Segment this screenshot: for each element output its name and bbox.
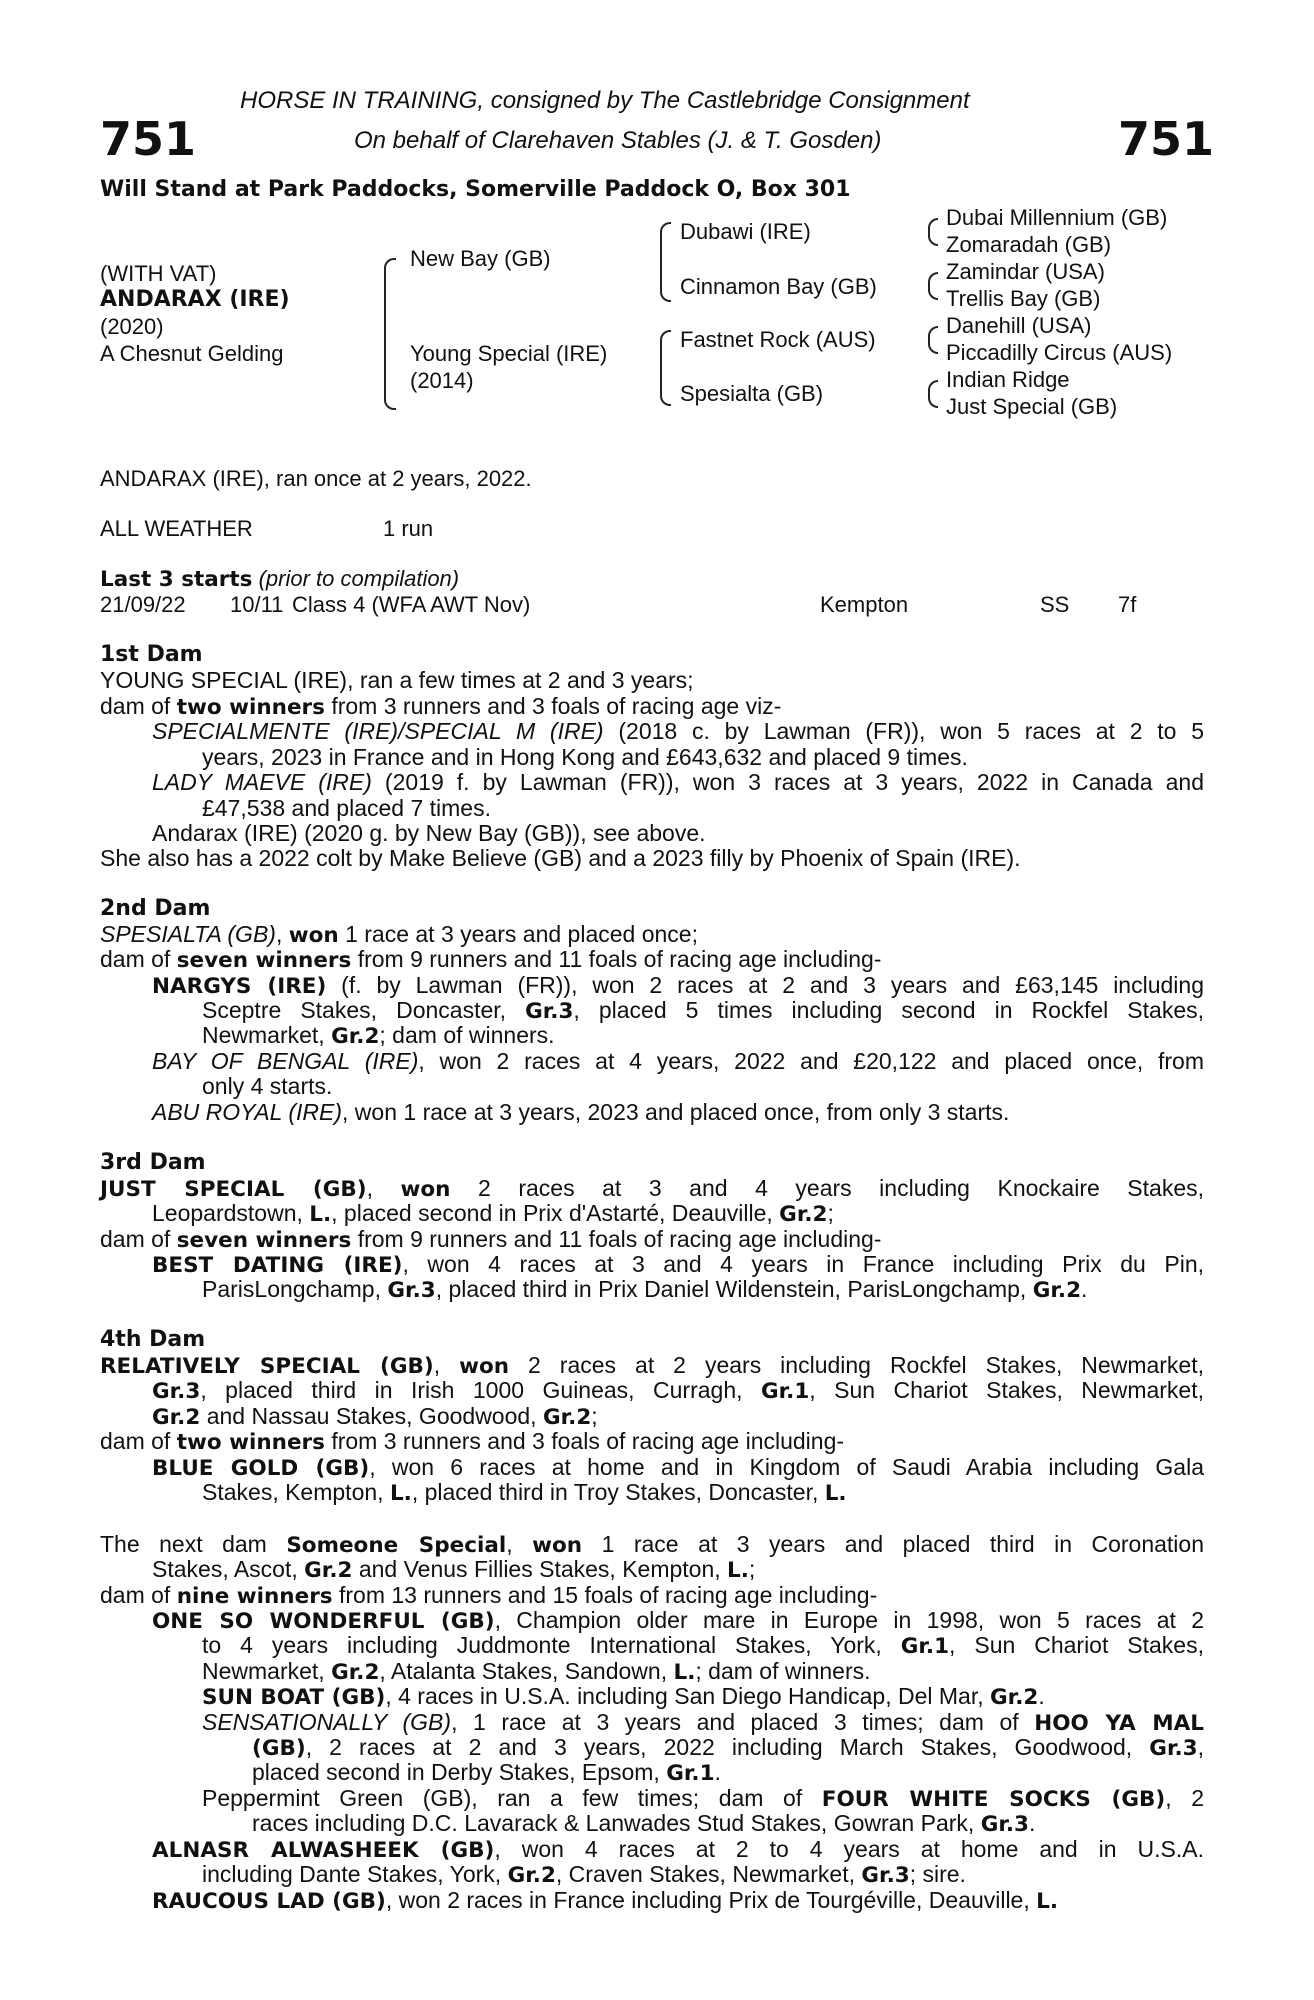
next-dam-grandproduce-cont: placed second in Derby Stakes, Epsom, Gr.1. xyxy=(252,1759,721,1786)
second-dam-produce: ABU ROYAL (IRE), won 1 race at 3 years, 2023 and placed once, from only 3 starts. xyxy=(152,1099,1010,1125)
next-dam-produce: RAUCOUS LAD (GB), won 2 races in France including Prix de Tourgéville, Deauville, L. xyxy=(152,1887,1059,1914)
pedigree-brace-sire-bottom xyxy=(660,260,671,302)
pedigree-gen3-7: Indian Ridge xyxy=(946,367,1070,392)
first-dam-produce-cont: years, 2023 in France and in Hong Kong and £643,632 and placed 9 times. xyxy=(202,744,968,770)
next-dam-produce-cont: to 4 years including Juddmonte International Stakes, York, Gr.1, Sun Chariot Stakes, xyxy=(202,1632,1204,1659)
last-starts-note: (prior to compilation) xyxy=(258,566,460,591)
next-dam-grandproduce-cont: (GB), 2 races at 2 and 3 years, 2022 including March Stakes, Goodwood, Gr.3, xyxy=(252,1734,1204,1761)
next-dam-produce: ONE SO WONDERFUL (GB), Champion older mare in Europe in 1998, won 5 races at 2 xyxy=(152,1607,1204,1634)
vat-note: (WITH VAT) xyxy=(100,261,217,286)
next-dam-grandproduce: Peppermint Green (GB), ran a few times; dam of FOUR WHITE SOCKS (GB), 2 xyxy=(202,1785,1204,1812)
pedigree-sire-dam: Cinnamon Bay (GB) xyxy=(680,274,877,299)
next-dam-grandproduce: SUN BOAT (GB), 4 races in U.S.A. including San Diego Handicap, Del Mar, Gr.2. xyxy=(202,1683,1045,1710)
second-dam-produce-cont: only 4 starts. xyxy=(202,1073,333,1099)
next-dam-grandproduce: SENSATIONALLY (GB), 1 race at 3 years and placed 3 times; dam of HOO YA MAL xyxy=(202,1709,1204,1736)
first-dam-also: She also has a 2022 colt by Make Believe (GB) and a 2023 filly by Phoenix of Spain (IRE). xyxy=(100,845,1021,871)
consignment-line: HORSE IN TRAINING, consigned by The Castlebridge Consignment xyxy=(240,87,970,114)
start-going: SS xyxy=(1040,592,1070,617)
second-dam-produce-cont: Newmarket, Gr.2; dam of winners. xyxy=(202,1022,555,1049)
pedigree-dam-year: (2014) xyxy=(410,368,474,393)
pedigree-brace-main-bottom xyxy=(384,342,396,410)
fourth-dam-line: Gr.2 and Nassau Stakes, Goodwood, Gr.2; xyxy=(152,1403,598,1430)
pedigree-gen3-2: Zomaradah (GB) xyxy=(946,232,1112,257)
pedigree-gen3-5: Danehill (USA) xyxy=(946,313,1092,338)
pedigree-brace-sire-top xyxy=(660,222,671,262)
pedigree-brace-3-4-bottom xyxy=(928,393,938,408)
fourth-dam-produce-cont: Stakes, Kempton, L., placed third in Troy Stakes, Doncaster, L. xyxy=(202,1479,847,1506)
first-dam-line: dam of two winners from 3 runners and 3 foals of racing age viz- xyxy=(100,693,782,720)
pedigree-brace-main-top xyxy=(384,258,396,344)
fourth-dam-line: RELATIVELY SPECIAL (GB), won 2 races at 2 years including Rockfel Stakes, Newmarket, xyxy=(100,1352,1205,1379)
fourth-dam-line: dam of two winners from 3 runners and 3 foals of racing age including- xyxy=(100,1428,845,1455)
third-dam-produce: BEST DATING (IRE), won 4 races at 3 and 4 years in France including Prix du Pin, xyxy=(152,1251,1204,1278)
stand-location: Will Stand at Park Paddocks, Somerville Paddock O, Box 301 xyxy=(100,177,851,202)
surface-label: ALL WEATHER xyxy=(100,516,253,541)
second-dam-produce-cont: Sceptre Stakes, Doncaster, Gr.3, placed 5 times including second in Rockfel Stakes, xyxy=(202,997,1205,1024)
first-dam-heading: 1st Dam xyxy=(100,642,203,667)
pedigree-gen3-1: Dubai Millennium (GB) xyxy=(946,205,1168,230)
fourth-dam-produce: BLUE GOLD (GB), won 6 races at home and in Kingdom of Saudi Arabia including Gala xyxy=(152,1454,1204,1481)
last-starts-label: Last 3 starts xyxy=(100,567,253,592)
third-dam-heading: 3rd Dam xyxy=(100,1150,206,1175)
horse-year: (2020) xyxy=(100,314,164,339)
pedigree-brace-3-2-bottom xyxy=(928,285,938,300)
start-race: Class 4 (WFA AWT Nov) xyxy=(292,592,531,617)
first-dam-produce: Andarax (IRE) (2020 g. by New Bay (GB)), see above. xyxy=(152,820,706,846)
third-dam-produce-cont: ParisLongchamp, Gr.3, placed third in Prix Daniel Wildenstein, ParisLongchamp, Gr.2. xyxy=(202,1276,1088,1303)
fourth-dam-heading: 4th Dam xyxy=(100,1327,206,1352)
first-dam-line: YOUNG SPECIAL (IRE), ran a few times at 2 and 3 years; xyxy=(100,667,694,693)
horse-name: ANDARAX (IRE) xyxy=(100,287,290,312)
race-summary: ANDARAX (IRE), ran once at 2 years, 2022. xyxy=(100,466,532,491)
second-dam-produce: BAY OF BENGAL (IRE), won 2 races at 4 years, 2022 and £20,122 and placed once, from xyxy=(152,1048,1205,1074)
pedigree-gen3-8: Just Special (GB) xyxy=(946,394,1118,419)
second-dam-heading: 2nd Dam xyxy=(100,896,211,921)
second-dam-line: SPESIALTA (GB), won 1 race at 3 years and placed once; xyxy=(100,921,698,948)
runs-count: 1 run xyxy=(383,516,434,541)
next-dam-line: The next dam Someone Special, won 1 race at 3 years and placed third in Coronation xyxy=(100,1531,1205,1558)
third-dam-line: JUST SPECIAL (GB), won 2 races at 3 and 4 years including Knockaire Stakes, xyxy=(100,1175,1205,1202)
pedigree-brace-dam-top xyxy=(660,330,671,366)
consignor-line: On behalf of Clarehaven Stables (J. & T. Gosden) xyxy=(354,127,882,154)
second-dam-produce: NARGYS (IRE) (f. by Lawman (FR)), won 2 races at 2 and 3 years and £63,145 including xyxy=(152,972,1204,999)
pedigree-gen3-6: Piccadilly Circus (AUS) xyxy=(946,340,1173,365)
first-dam-produce: LADY MAEVE (IRE) (2019 f. by Lawman (FR)), won 3 races at 3 years, 2022 in Canada and xyxy=(152,769,1204,795)
pedigree-dam-sire: Fastnet Rock (AUS) xyxy=(680,327,876,352)
lot-number-left: 751 xyxy=(100,112,197,166)
start-distance: 7f xyxy=(1118,592,1137,617)
third-dam-line: Leopardstown, L., placed second in Prix d'Astarté, Deauville, Gr.2; xyxy=(152,1200,834,1227)
pedigree-dam: Young Special (IRE) xyxy=(410,341,608,366)
lot-number-right: 751 xyxy=(1118,112,1215,166)
pedigree-gen3-3: Zamindar (USA) xyxy=(946,259,1105,284)
pedigree-sire-sire: Dubawi (IRE) xyxy=(680,219,811,244)
pedigree-sire: New Bay (GB) xyxy=(410,246,551,271)
pedigree-gen3-4: Trellis Bay (GB) xyxy=(946,286,1101,311)
start-position: 10/11 xyxy=(230,592,284,617)
fourth-dam-line: Gr.3, placed third in Irish 1000 Guineas, Curragh, Gr.1, Sun Chariot Stakes, Newmarket, xyxy=(152,1377,1204,1404)
third-dam-line: dam of seven winners from 9 runners and 11 foals of racing age including- xyxy=(100,1226,882,1253)
start-course: Kempton xyxy=(820,592,909,617)
first-dam-produce: SPECIALMENTE (IRE)/SPECIAL M (IRE) (2018 c. by Lawman (FR)), won 5 races at 2 to 5 xyxy=(152,718,1205,744)
next-dam-line: Stakes, Ascot, Gr.2 and Venus Fillies Stakes, Kempton, L.; xyxy=(152,1556,756,1583)
horse-description: A Chesnut Gelding xyxy=(100,341,284,366)
next-dam-line: dam of nine winners from 13 runners and 15 foals of racing age including- xyxy=(100,1582,878,1609)
start-date: 21/09/22 xyxy=(100,592,186,617)
last-starts-heading xyxy=(100,566,459,592)
pedigree-dam-dam: Spesialta (GB) xyxy=(680,381,824,406)
pedigree-brace-dam-bottom xyxy=(660,364,671,406)
next-dam-produce-cont: Newmarket, Gr.2, Atalanta Stakes, Sandown, L.; dam of winners. xyxy=(202,1658,871,1685)
pedigree-brace-3-3-bottom xyxy=(928,339,938,354)
next-dam-grandproduce-cont: races including D.C. Lavarack & Lanwades Stud Stakes, Gowran Park, Gr.3. xyxy=(252,1810,1036,1837)
pedigree-brace-3-1-bottom xyxy=(928,231,938,246)
next-dam-produce: ALNASR ALWASHEEK (GB), won 4 races at 2 to 4 years at home and in U.S.A. xyxy=(152,1836,1204,1863)
first-dam-produce-cont: £47,538 and placed 7 times. xyxy=(202,795,491,821)
next-dam-produce-cont: including Dante Stakes, York, Gr.2, Craven Stakes, Newmarket, Gr.3; sire. xyxy=(202,1861,966,1888)
second-dam-line: dam of seven winners from 9 runners and 11 foals of racing age including- xyxy=(100,946,882,973)
